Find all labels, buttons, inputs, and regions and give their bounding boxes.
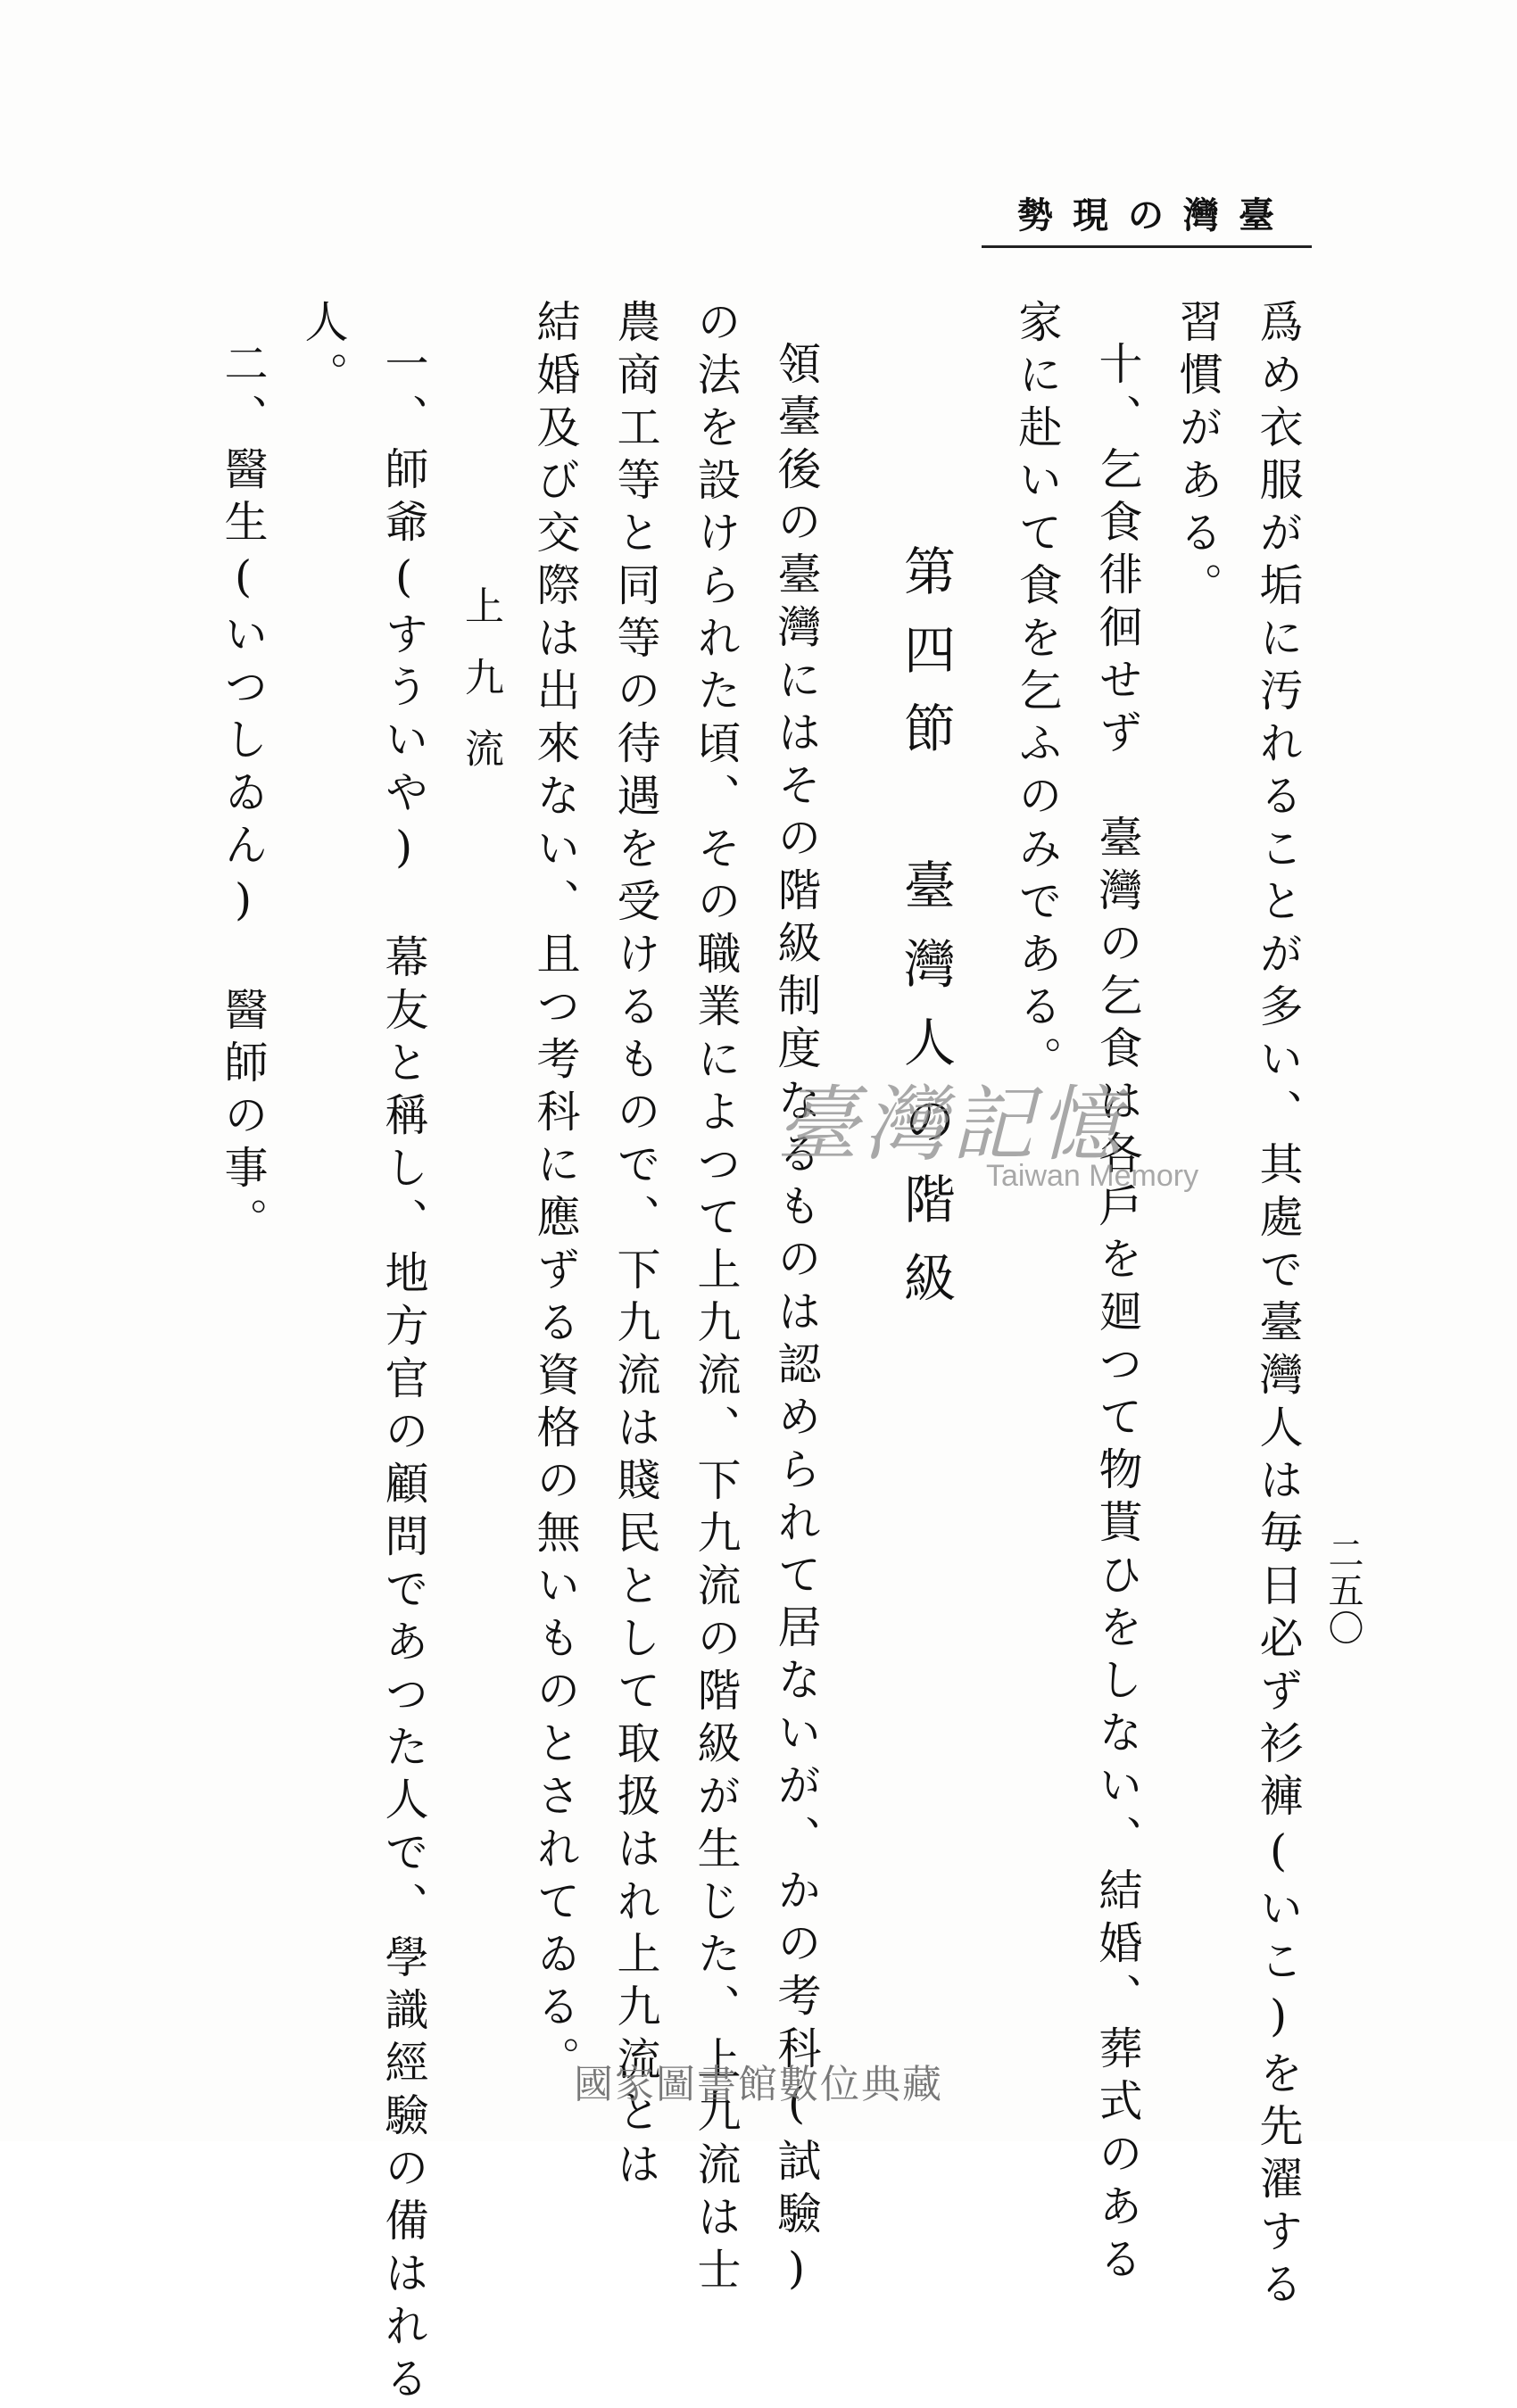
watermark-chinese: 臺灣記憶 xyxy=(776,1077,1127,1172)
text-column-13: 二、醫生(いつしゐん) 醫師の事。 xyxy=(218,341,269,1250)
running-head: 臺灣の現勢 xyxy=(1017,194,1294,236)
header-rule xyxy=(982,245,1312,248)
text-column-8: 農商工等と同等の待遇を受けるもので、下九流は賤民として取扱はれ上九流とは xyxy=(610,299,661,2194)
footer-credit: 國家圖書館數位典藏 xyxy=(574,2063,943,2106)
text-column-2: 習慣がある。 xyxy=(1173,299,1223,615)
section-heading: 第四節 臺灣人の階級 xyxy=(895,544,956,1329)
text-column-1: 爲め衣服が垢に汚れることが多い、其處で臺灣人は毎日必ず衫褲(いこ)を先濯する xyxy=(1253,299,1304,2313)
subheading-upper-nine: 上九流 xyxy=(458,585,503,799)
text-column-4: 家に赴いて食を乞ふのみである。 xyxy=(1012,299,1063,1088)
text-column-3: 十、乞食徘徊せず 臺灣の乞食は各戶を廻つて物貰ひをしない、結婚、葬式のある xyxy=(1092,341,1143,2288)
text-column-12: 人。 xyxy=(298,299,349,404)
text-column-7: の法を設けられた頃、その職業によつて上九流、下九流の階級が生じた、上九流は士 xyxy=(691,299,742,2299)
watermark-english: Taiwan Memory xyxy=(986,1159,1199,1193)
page-number: 二五〇 xyxy=(1322,1535,1364,1647)
text-column-11: 一、師爺(すういや) 幕友と稱し、地方官の顧問であつた人で、學識經驗の備はれる xyxy=(378,341,429,2408)
text-column-6: 領臺後の臺灣にはその階級制度なるものは認められて居ないが、かの考科(試驗) xyxy=(771,341,822,2303)
text-column-9: 結婚及び交際は出來ない、且つ考科に應ずる資格の無いものとされてゐる。 xyxy=(530,299,581,2089)
